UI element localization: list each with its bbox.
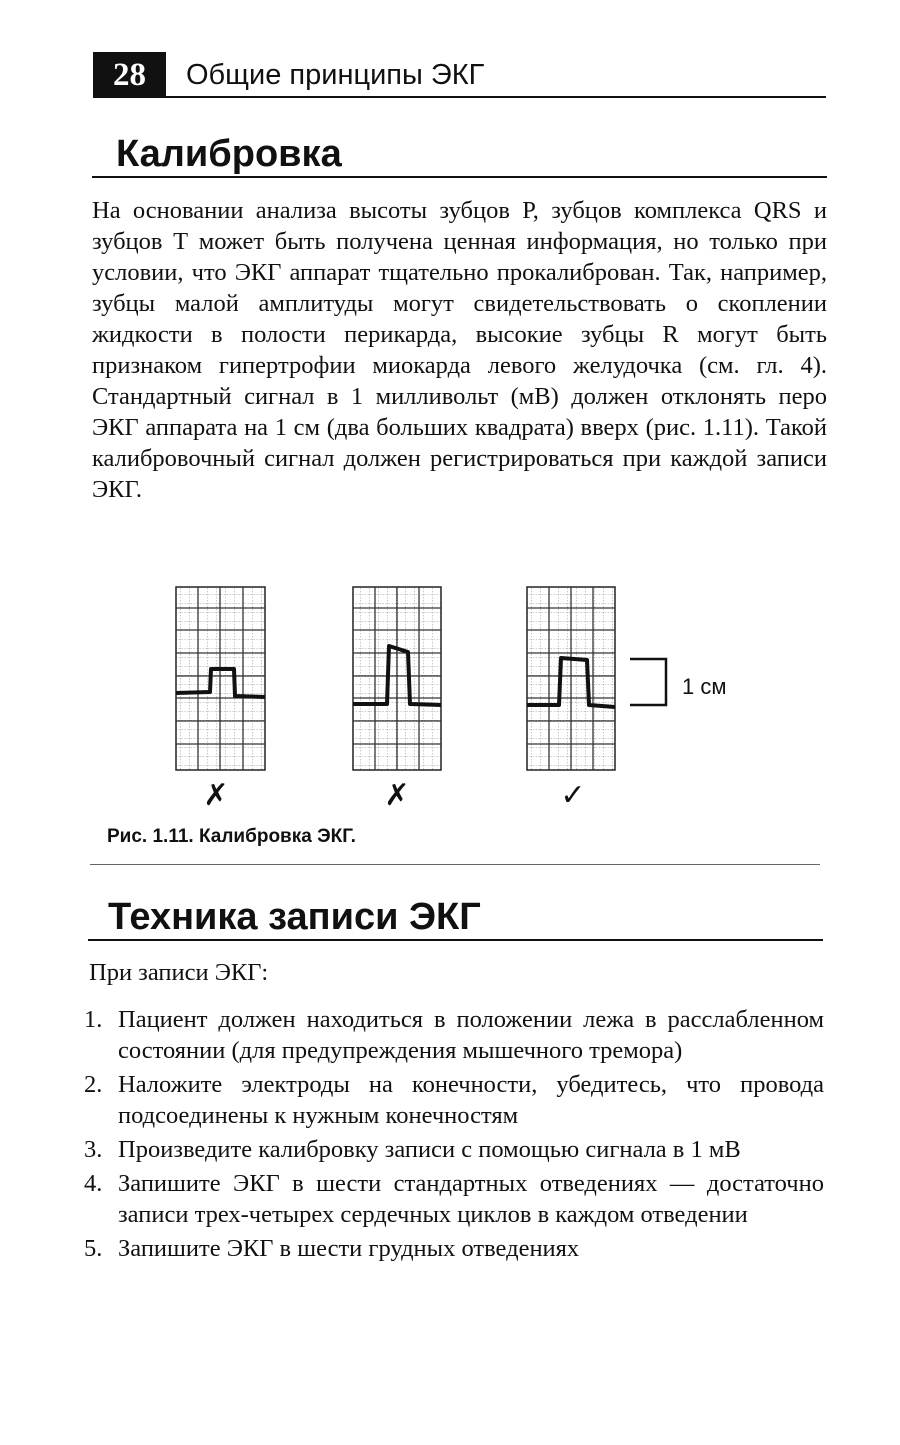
step-text: Произведите калибровку записи с помощью сигнала в 1 мВ [118, 1136, 741, 1163]
list-item [84, 1134, 824, 1165]
step-number: 1. [84, 1006, 103, 1033]
list-item [84, 1004, 824, 1066]
calibration-paragraph: На основании анализа высоты зубцов Р, зубцов комплекса QRS и зубцов Т может быть получена ценная информация, но только при условии, что ЭКГ аппарат тщательно прокалиброван. Так, например, зубцы малой амплитуды могут свидетельствовать о скоплении жидкости в полости перикарда, высокие зубцы R могут быть признаком гипертрофии миокарда левого желудочка (см. гл. 4). Стандартный сигнал в 1 милливольт (мВ) должен отклонять перо ЭКГ аппарата на 1 см (два больших квадрата) вверх (рис. 1.11). Такой калибровочный сигнал должен регистрироваться при каждой записи ЭКГ. [92, 197, 827, 503]
figure-caption: Рис. 1.11. Калибровка ЭКГ. [107, 826, 356, 847]
ecg-trace-3 [527, 658, 615, 707]
list-item [84, 1233, 824, 1264]
step-number: 5. [84, 1235, 103, 1262]
step-text: Пациент должен находиться в положении лежа в расслабленном состоянии (для предупреждения мышечного тремора) [118, 1006, 824, 1064]
wrong-mark-1: ✗ [203, 778, 229, 813]
header-rule [166, 96, 826, 98]
scale-bracket [630, 659, 666, 705]
recording-intro: При записи ЭКГ: [89, 959, 269, 986]
calibration-title-rule [92, 176, 827, 178]
ecg-panel-1 [176, 587, 265, 770]
wrong-mark-2: ✗ [384, 778, 410, 813]
step-number: 3. [84, 1136, 103, 1163]
ecg-trace-2 [353, 646, 441, 705]
ecg-panel-2 [353, 587, 441, 770]
calibration-title: Калибровка [116, 133, 342, 175]
step-number: 4. [84, 1170, 103, 1197]
running-header: Общие принципы ЭКГ [186, 59, 485, 91]
section-divider [90, 864, 820, 865]
steps-list [84, 1004, 824, 1267]
scale-label: 1 см [682, 674, 727, 699]
step-text: Запишите ЭКГ в шести грудных отведениях [118, 1235, 580, 1262]
step-text: Запишите ЭКГ в шести стандартных отведениях — достаточно записи трех-четырех сердечных циклов в каждом отведении [118, 1170, 824, 1228]
ecg-trace-1 [176, 669, 265, 697]
step-number: 2. [84, 1071, 103, 1098]
ecg-panel-3 [527, 587, 615, 770]
technique-title: Техника записи ЭКГ [108, 896, 481, 938]
page-number: 28 [93, 52, 166, 98]
technique-title-rule [88, 939, 823, 941]
list-item [84, 1168, 824, 1230]
list-item [84, 1069, 824, 1131]
step-text: Наложите электроды на конечности, убедитесь, что провода подсоединены к нужным конечностям [118, 1071, 824, 1129]
correct-mark: ✓ [560, 778, 586, 813]
